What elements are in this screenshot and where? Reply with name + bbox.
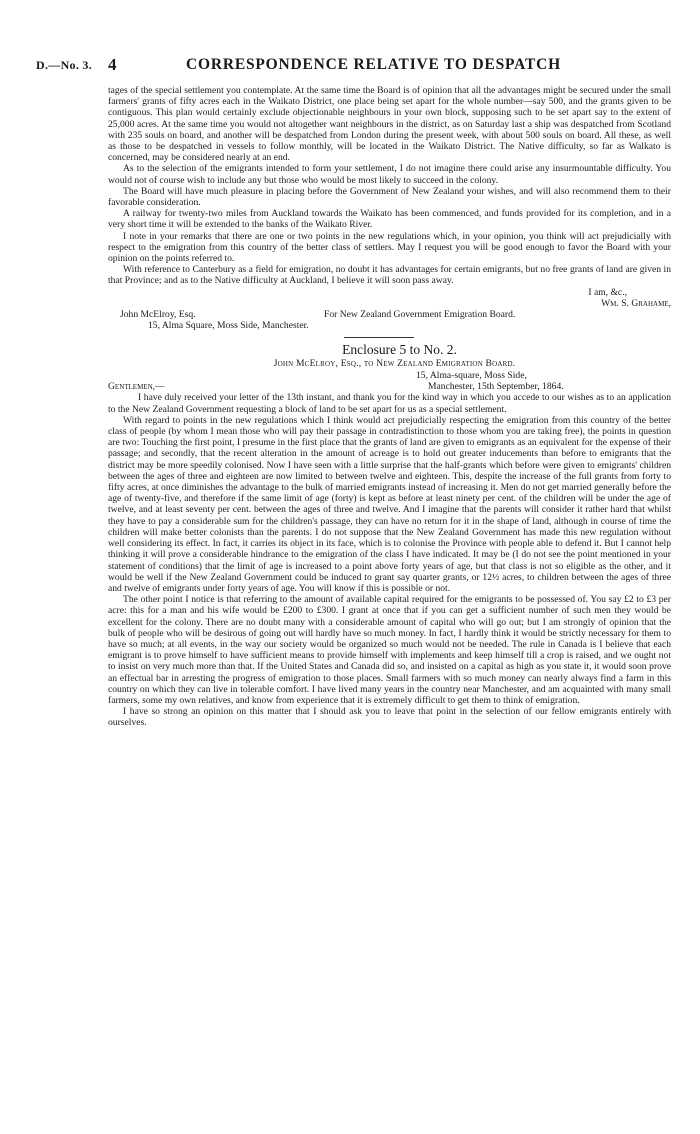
page-header (36, 55, 676, 74)
letter1-address: 15, Alma Square, Moss Side, Manchester. (148, 320, 309, 332)
letter1-board: For New Zealand Government Emigration Board. (324, 309, 516, 321)
letter2-address: 15, Alma-square, Moss Side, (416, 370, 527, 382)
running-title: CORRESPONDENCE RELATIVE TO DESPATCH (186, 56, 561, 73)
enclosure-heading: Enclosure 5 to No. 2. (342, 342, 457, 358)
letter2-salutation: Gentlemen,— (108, 381, 165, 393)
letter2-paragraph-4: I have so strong an opinion on this matter that I should ask you to leave that point in the selection of our fellow emigrants entirely with ourselves. (108, 706, 671, 729)
letter1-paragraph-5: I note in your remarks that there are one or two points in the new regulations which, in your opinion, you think will act prejudicially with respect to the emigration from this country of the better class of settlers. May I request you will be good enough to favor the Board with your opinion on the points referred to. (108, 230, 671, 265)
section-divider (344, 337, 414, 338)
letter2-greeting-row (108, 381, 671, 392)
letter1-paragraph-2: As to the selection of the emigrants intended to form your settlement, I do not imagine there could arise any insurmountable difficulty. You would not of course wish to include any but those who would be most likely to succeed in the colony. (108, 163, 671, 186)
letter-from-board (108, 85, 671, 331)
enclosure-heading-block (108, 342, 671, 370)
letter1-paragraph-6: With reference to Canterbury as a field for emigration, no doubt it has advantages for certain emigrants, but no free grants of land are given in that Province; and as to the Native difficulty at Auckland, I believe it will soon pass away. (108, 264, 671, 287)
letter-from-mcelroy (108, 370, 671, 728)
page-body (108, 85, 671, 729)
letter1-address-block (108, 309, 671, 331)
letter1-addressee: John McElroy, Esq. (120, 309, 196, 321)
letter1-paragraph-1: tages of the special settlement you contemplate. At the same time the Board is of opinion that all the advantages might be secured under the small farmers' grants of fifty acres each in the Waikato District, one place being set apart for the whole number—say 500, and the grants given to be contiguous. This plan would certainly exclude objectionable neighbours in your own block, supposing such to be set apart say to the extent of 25,000 acres. At the same time you would not altogether want neighbours in the district, as on Saturday last a ship was despatched from Scotland with 235 souls on board, and another will be despatched from London during the present week, with about 500 souls on board. All these, as well as those to be despatched in vessels to follow monthly, will be located in the Waikato District. The Native difficulty, so far as Walkato is concerned, may be considered nearly at an end. (108, 85, 671, 164)
letter1-closing: I am, &c., (588, 286, 627, 298)
letter2-paragraph-2: With regard to points in the new regulations which I think would act prejudicially respecting the emigration from this country of the better class of people (by whom I mean those who will pay their passage in contradistinction to those whom you are taking free), the points in question are two: Touching the first point, I presume in the first place that the grants of land are given to emigrants as an equivalent for the expense of their passage; and secondly, that the recent alteration in the amount of acreage is to hold out greater inducements than before to emigrants that the district may be more speedily colonised. Now I have seen with a little surprise that the half-grants which before were given to emigrants' children between the ages of three and eighteen are now limited to between twelve and eighteen. This, despite the increase of the full grants from forty to fifty acres, at once diminishes the advantage to the bulk of married emigrants instead of increasing it. Men do not get married generally before the age of twenty-five, and therefore if the same limit of age (forty) is kept as before at least ninety per cent. of the children will be under the age of twelve, and at least seventy per cent. between the ages of three and twelve. And I imagine that the parents will consider it rather hard that whilst they have to pay a considerable sum for the children's passage, they can have no return for it in the shape of land, although in course of time the children will make better colonists than the parents. I do not suppose that the New Zealand Government has made this new regulation without well considering its effect. In fact, it carries its object in its face, which is to colonise the Province with people able to defend it. But I cannot help thinking it will prove a considerable hindrance to the emigration of the class I have indicated. It may be (I do not see the point mentioned in your statement of conditions) that the limit of age is increased to a point above forty years of age, but that class is not so eligible as the other, and it would be well if the New Zealand Government could be induced to grant say quarter grants, or 12½ acres, to children between the ages of three and twelve of emigrants under forty years of age. You will know if this is possible or not. (108, 414, 671, 594)
letter2-date: Manchester, 15th September, 1864. (428, 381, 564, 393)
letter2-paragraph-1: I have duly received your letter of the 13th instant, and thank you for the kind way in which you accede to our wishes as to an application to the New Zealand Government requesting a block of land to be set apart for us as a special settlement. (108, 392, 671, 415)
enclosure-subheading: John McElroy, Esq., to New Zealand Emigration Board. (273, 358, 516, 370)
letter1-signature: Wm. S. Grahame, (601, 297, 671, 309)
page-number: 4 (108, 55, 117, 74)
document-reference: D.—No. 3. (36, 58, 93, 72)
letter1-paragraph-3: The Board will have much pleasure in placing before the Government of New Zealand your wishes, and will also recommend them to their favorable consideration. (108, 185, 671, 209)
letter1-paragraph-4: A railway for twenty-two miles from Auckland towards the Waikato has been commenced, and funds provided for its completion, and in a very short time it will be extended to the banks of the Waikato River. (108, 208, 671, 231)
letter2-paragraph-3: The other point I notice is that referring to the amount of available capital required for the emigrants to be possessed of. You say £2 to £3 per acre: this for a man and his wife would be £200 to £300. I grant at once that if you can get a sufficient number of such men they would be excellent for the colony. There are no doubt many with a considerable amount of capital who will go out; but I am strongly of opinion that the bulk of people who will be desirous of going out will hardly have so much money. In fact, I hardly think it would be strictly necessary for them to have so much; at all events, in the way our society would be organized so much would not be needed. The rule in Canada is I believe that each emigrant is to prove himself to have sufficient means to provide himself with implements and keep himself till a crop is raised, and we ought not to insist on very much more than that. If the United States and Canada did so, and insisted on a capital as high as you state it, it would soon prove an effectual bar in arresting the progress of emigration to those places. Small farmers with so much money can nearly always find a farm in this country on which they can live in tolerable comfort. I have lived many years in the country near Manchester, and am acquainted with many small farmers, some my own relatives, and know from experience that it is extremely difficult to get them to think of emigration. (108, 594, 671, 706)
